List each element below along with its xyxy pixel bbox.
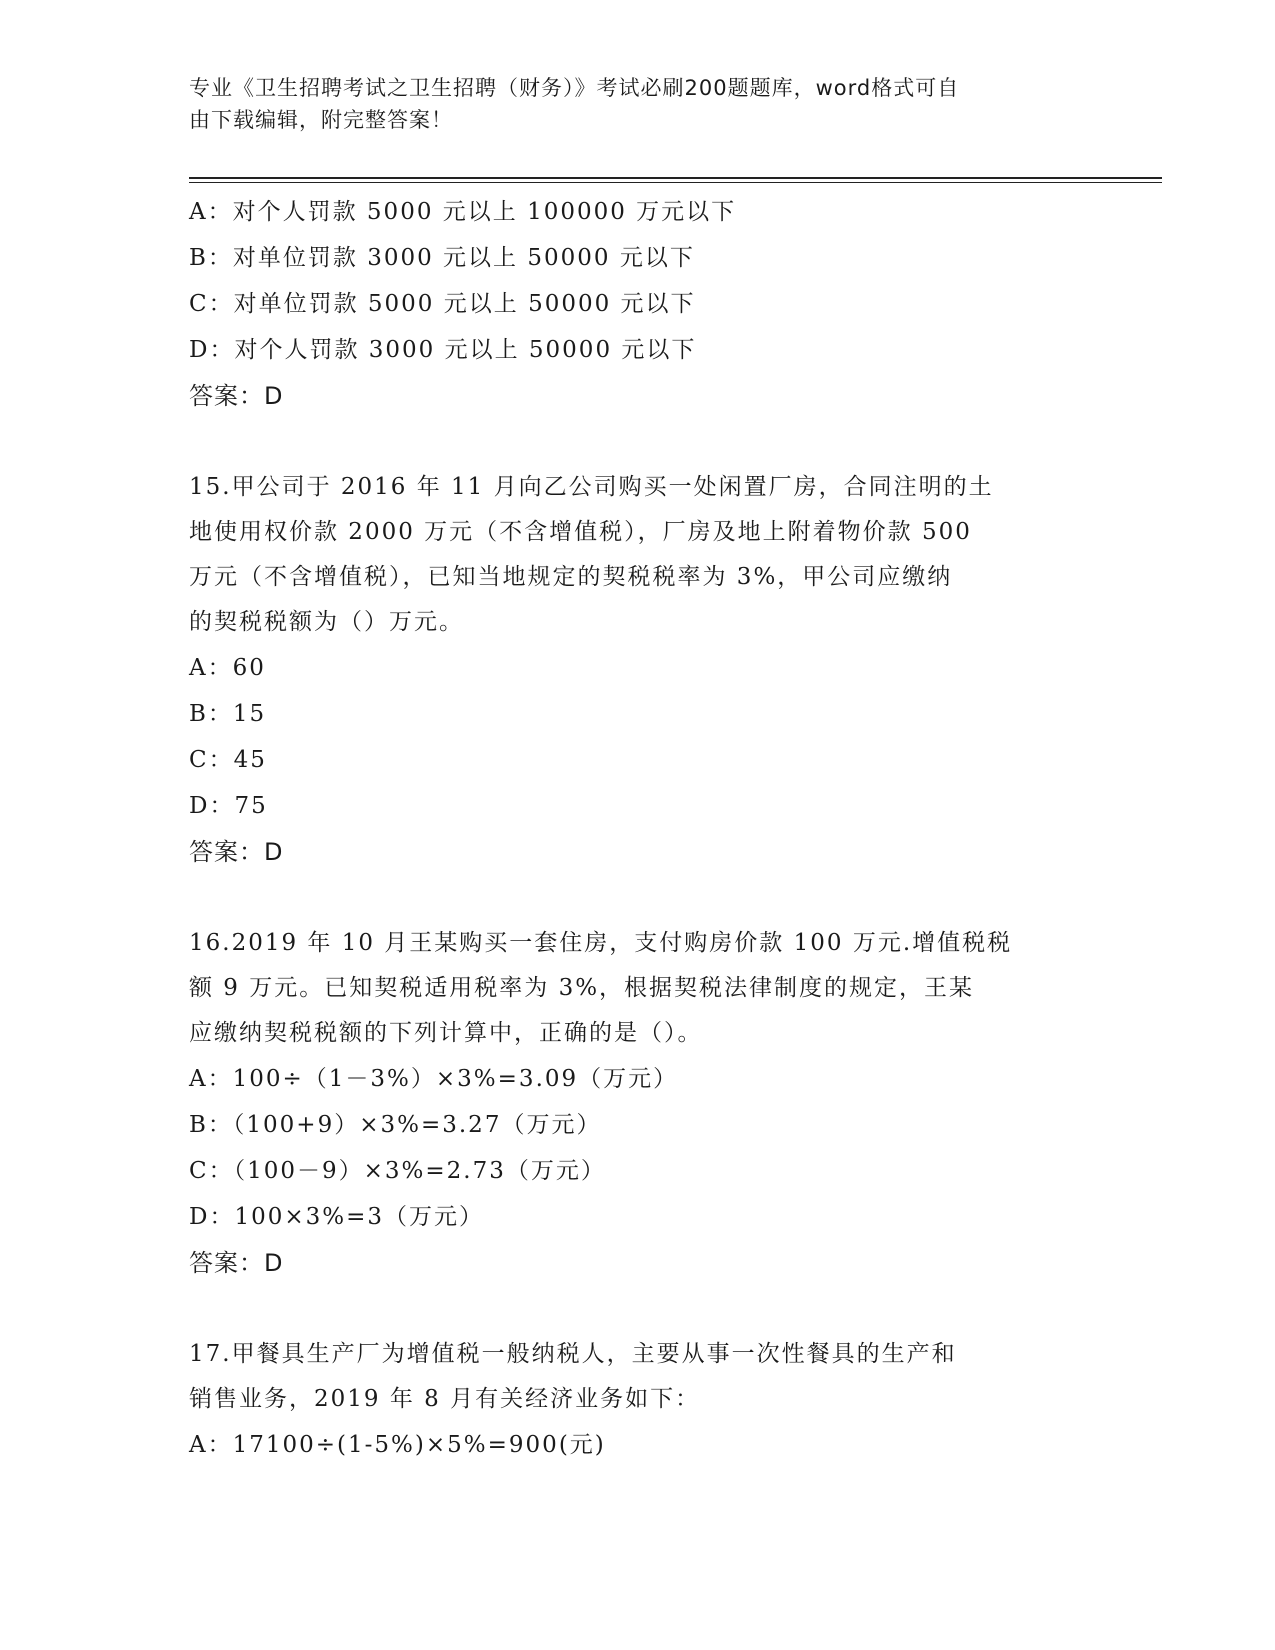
stem-line: 应缴纳契税税额的下列计算中，正确的是（）。 [189, 1020, 703, 1046]
question-16-block [189, 921, 1089, 1286]
question-list [189, 189, 1089, 1468]
question-14-block [189, 189, 1089, 419]
stem-line: 销售业务，2019 年 8 月有关经济业务如下： [189, 1386, 701, 1412]
question-16-stem [189, 921, 1089, 1056]
stem-line: 的契税税额为（）万元。 [189, 609, 464, 635]
option-a: A：对个人罚款 5000 元以上 100000 万元以下 [189, 199, 737, 225]
question-17-stem [189, 1332, 1089, 1422]
question-spacer [189, 419, 1089, 465]
question-15-block [189, 465, 1089, 875]
stem-line: 17.甲餐具生产厂为增值税一般纳税人，主要从事一次性餐具的生产和 [189, 1341, 957, 1367]
stem-line: 额 9 万元。已知契税适用税率为 3%，根据契税法律制度的规定，王某 [189, 975, 975, 1001]
answer-line: 答案：D [189, 1249, 284, 1277]
header-rule-thin [189, 182, 1162, 183]
option-a: A：60 [189, 655, 266, 681]
stem-line: 万元（不含增值税），已知当地规定的契税税率为 3%，甲公司应缴纳 [189, 564, 953, 590]
header-rule-thick [189, 177, 1162, 179]
document-header [189, 72, 1069, 136]
option-a: A：17100÷(1-5%)×5%=900(元) [189, 1432, 606, 1458]
question-spacer [189, 875, 1089, 921]
option-d: D：75 [189, 793, 268, 819]
stem-line: 15.甲公司于 2016 年 11 月向乙公司购买一处闲置厂房，合同注明的土 [189, 474, 994, 500]
option-c: C：（100－9）×3%=2.73（万元） [189, 1158, 606, 1184]
option-c: C：对单位罚款 5000 元以上 50000 元以下 [189, 291, 696, 317]
header-line-1: 专业《卫生招聘考试之卫生招聘（财务）》考试必刷200题题库，word格式可自 [189, 76, 960, 100]
stem-line: 地使用权价款 2000 万元（不含增值税），厂房及地上附着物价款 500 [189, 519, 972, 545]
question-spacer [189, 1286, 1089, 1332]
answer-line: 答案：D [189, 382, 284, 410]
stem-line: 16.2019 年 10 月王某购买一套住房，支付购房价款 100 万元.增值税税 [189, 930, 1013, 956]
option-a: A：100÷（1－3%）×3%=3.09（万元） [189, 1066, 679, 1092]
header-line-2: 由下载编辑，附完整答案！ [189, 108, 453, 132]
option-c: C：45 [189, 747, 267, 773]
option-b: B：对单位罚款 3000 元以上 50000 元以下 [189, 245, 695, 271]
answer-line: 答案：D [189, 838, 284, 866]
option-b: B：15 [189, 701, 267, 727]
option-d: D：100×3%=3（万元） [189, 1204, 485, 1230]
question-17-block [189, 1332, 1089, 1468]
option-b: B：（100+9）×3%=3.27（万元） [189, 1112, 602, 1138]
question-15-stem [189, 465, 1089, 645]
option-d: D：对个人罚款 3000 元以上 50000 元以下 [189, 337, 697, 363]
